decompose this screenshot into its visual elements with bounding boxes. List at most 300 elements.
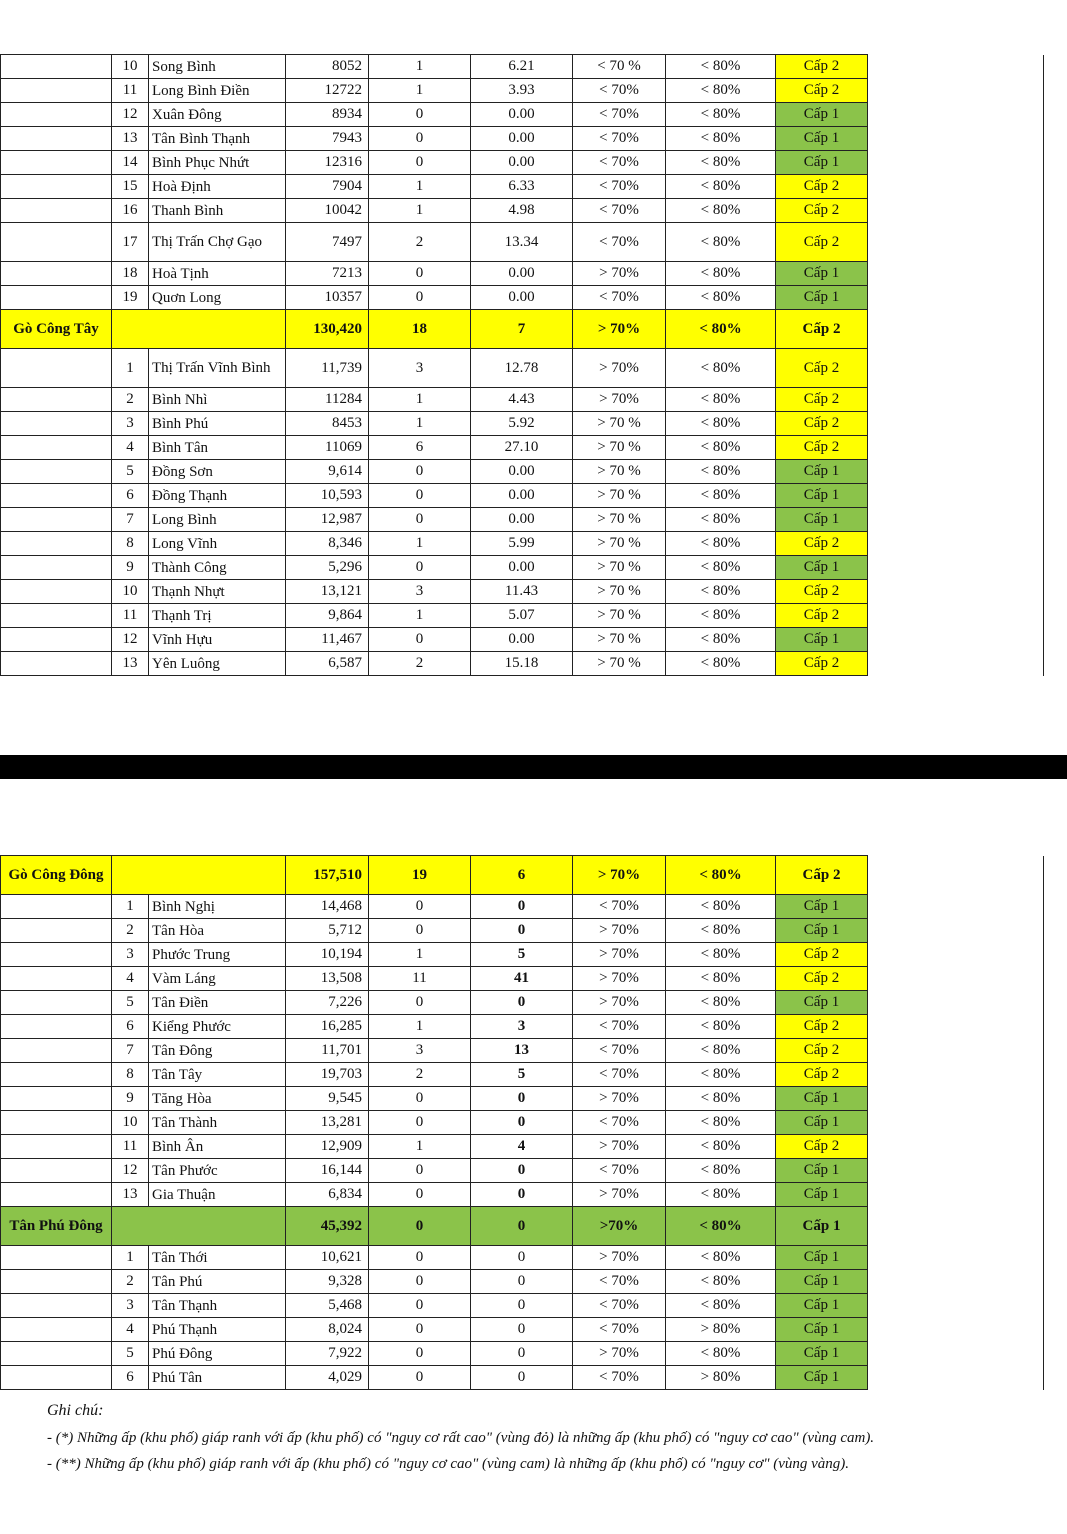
- vaccination-criteria-2: < 80%: [666, 943, 776, 967]
- case-count: 0: [369, 1246, 471, 1270]
- risk-table-part-2: [0, 855, 1044, 1390]
- vaccination-criteria-2: < 80%: [666, 127, 776, 151]
- case-rate: 13: [471, 1039, 573, 1063]
- risk-level-badge: Cấp 2: [776, 1015, 868, 1039]
- district-cell: [1, 1246, 112, 1270]
- risk-level-badge: Cấp 1: [776, 508, 868, 532]
- vaccination-criteria-2: < 80%: [666, 1294, 776, 1318]
- population: 11,739: [286, 349, 369, 388]
- district-cell: [1, 652, 112, 676]
- district-cell: [1, 151, 112, 175]
- hamlet-name: Đồng Sơn: [149, 460, 286, 484]
- trailing-cell: [868, 991, 1044, 1015]
- case-rate: 0: [471, 1270, 573, 1294]
- trailing-cell: [868, 1015, 1044, 1039]
- vaccination-criteria-1: > 70%: [573, 1135, 666, 1159]
- case-count: 1: [369, 532, 471, 556]
- case-count: 1: [369, 199, 471, 223]
- risk-level-badge: Cấp 2: [776, 1063, 868, 1087]
- trailing-cell: [868, 895, 1044, 919]
- vaccination-criteria-1: < 70%: [573, 79, 666, 103]
- table-row: [1, 1246, 1044, 1270]
- table-row: [1, 286, 1044, 310]
- risk-level-badge: Cấp 1: [776, 556, 868, 580]
- row-number: 2: [112, 388, 149, 412]
- vaccination-criteria-2: < 80%: [666, 1342, 776, 1366]
- population: 11,701: [286, 1039, 369, 1063]
- trailing-cell: [868, 580, 1044, 604]
- vaccination-criteria-1: < 70%: [573, 286, 666, 310]
- vaccination-criteria-1: > 70%: [573, 991, 666, 1015]
- population: 7213: [286, 262, 369, 286]
- row-number: 6: [112, 1366, 149, 1390]
- trailing-cell: [868, 1063, 1044, 1087]
- risk-level-badge: Cấp 1: [776, 460, 868, 484]
- trailing-cell: [868, 1207, 1044, 1246]
- row-number: 11: [112, 1135, 149, 1159]
- vaccination-criteria-1: > 70%: [573, 349, 666, 388]
- row-number: 13: [112, 652, 149, 676]
- vaccination-criteria-1: < 70%: [573, 1111, 666, 1135]
- case-count: 0: [369, 127, 471, 151]
- population: 12316: [286, 151, 369, 175]
- trailing-cell: [868, 388, 1044, 412]
- row-number: 15: [112, 175, 149, 199]
- population: 5,468: [286, 1294, 369, 1318]
- case-count: 1: [369, 388, 471, 412]
- trailing-cell: [868, 508, 1044, 532]
- district-criteria-2: < 80%: [666, 1207, 776, 1246]
- risk-table-part-1: [0, 54, 1044, 676]
- district-cell: [1, 484, 112, 508]
- case-count: 2: [369, 652, 471, 676]
- row-number: 5: [112, 1342, 149, 1366]
- page-separator: [0, 755, 1067, 779]
- case-rate: 5.99: [471, 532, 573, 556]
- vaccination-criteria-1: > 70%: [573, 943, 666, 967]
- district-summary-row: [1, 310, 1044, 349]
- risk-level-badge: Cấp 1: [776, 286, 868, 310]
- district-cell: [1, 55, 112, 79]
- risk-level-badge: Cấp 2: [776, 223, 868, 262]
- vaccination-criteria-2: < 80%: [666, 151, 776, 175]
- risk-level-badge: Cấp 1: [776, 127, 868, 151]
- row-number: 14: [112, 151, 149, 175]
- district-cell: [1, 1159, 112, 1183]
- district-cell: [1, 1183, 112, 1207]
- hamlet-name: Long Bình: [149, 508, 286, 532]
- trailing-cell: [868, 199, 1044, 223]
- population: 7943: [286, 127, 369, 151]
- risk-level-badge: Cấp 2: [776, 199, 868, 223]
- hamlet-name: Tân Thành: [149, 1111, 286, 1135]
- district-risk-level: Cấp 2: [776, 856, 868, 895]
- table-row: [1, 967, 1044, 991]
- district-summary-row: [1, 1207, 1044, 1246]
- district-cell: [1, 895, 112, 919]
- hamlet-name: Bình Phục Nhứt: [149, 151, 286, 175]
- hamlet-name: Quơn Long: [149, 286, 286, 310]
- case-count: 0: [369, 1159, 471, 1183]
- case-rate: 0.00: [471, 103, 573, 127]
- hamlet-name: Yên Luông: [149, 652, 286, 676]
- table-row: [1, 652, 1044, 676]
- table-row: [1, 895, 1044, 919]
- population: 4,029: [286, 1366, 369, 1390]
- case-rate: 0: [471, 1087, 573, 1111]
- trailing-cell: [868, 556, 1044, 580]
- row-number: 8: [112, 1063, 149, 1087]
- case-rate: 15.18: [471, 652, 573, 676]
- case-rate: 5.92: [471, 412, 573, 436]
- case-rate: 4.98: [471, 199, 573, 223]
- vaccination-criteria-2: < 80%: [666, 55, 776, 79]
- risk-level-badge: Cấp 1: [776, 628, 868, 652]
- trailing-cell: [868, 1087, 1044, 1111]
- table-row: [1, 628, 1044, 652]
- case-rate: 0: [471, 1159, 573, 1183]
- district-case-count: 19: [369, 856, 471, 895]
- vaccination-criteria-2: > 80%: [666, 1318, 776, 1342]
- vaccination-criteria-1: < 70%: [573, 1294, 666, 1318]
- population: 6,587: [286, 652, 369, 676]
- vaccination-criteria-2: < 80%: [666, 349, 776, 388]
- hamlet-name: Bình Phú: [149, 412, 286, 436]
- table-row: [1, 103, 1044, 127]
- hamlet-name: Tân Bình Thạnh: [149, 127, 286, 151]
- case-count: 0: [369, 628, 471, 652]
- case-count: 1: [369, 1135, 471, 1159]
- risk-level-badge: Cấp 1: [776, 919, 868, 943]
- district-name: Gò Công Đông: [1, 856, 112, 895]
- district-case-rate: 6: [471, 856, 573, 895]
- case-rate: 5: [471, 1063, 573, 1087]
- vaccination-criteria-2: < 80%: [666, 1039, 776, 1063]
- trailing-cell: [868, 1183, 1044, 1207]
- population: 13,281: [286, 1111, 369, 1135]
- hamlet-name: Tân Phước: [149, 1159, 286, 1183]
- risk-level-badge: Cấp 1: [776, 1159, 868, 1183]
- vaccination-criteria-1: > 70 %: [573, 556, 666, 580]
- case-count: 0: [369, 1087, 471, 1111]
- table-row: [1, 991, 1044, 1015]
- vaccination-criteria-1: < 70%: [573, 1318, 666, 1342]
- trailing-cell: [868, 1246, 1044, 1270]
- vaccination-criteria-1: < 70%: [573, 151, 666, 175]
- table-row: [1, 556, 1044, 580]
- table-row: [1, 1366, 1044, 1390]
- risk-level-badge: Cấp 1: [776, 262, 868, 286]
- hamlet-name: Tân Phú: [149, 1270, 286, 1294]
- hamlet-name: Phú Thạnh: [149, 1318, 286, 1342]
- table-row: [1, 175, 1044, 199]
- district-case-rate: 7: [471, 310, 573, 349]
- table-row: [1, 151, 1044, 175]
- row-number: 13: [112, 127, 149, 151]
- vaccination-criteria-2: < 80%: [666, 436, 776, 460]
- hamlet-name: Tân Điền: [149, 991, 286, 1015]
- case-rate: 0: [471, 1318, 573, 1342]
- district-blank: [112, 310, 286, 349]
- population: 12,987: [286, 508, 369, 532]
- vaccination-criteria-1: > 70 %: [573, 484, 666, 508]
- case-rate: 0: [471, 1294, 573, 1318]
- risk-level-badge: Cấp 2: [776, 175, 868, 199]
- vaccination-criteria-2: < 80%: [666, 652, 776, 676]
- hamlet-name: Thanh Bình: [149, 199, 286, 223]
- population: 13,121: [286, 580, 369, 604]
- district-risk-level: Cấp 2: [776, 310, 868, 349]
- vaccination-criteria-2: < 80%: [666, 895, 776, 919]
- case-count: 0: [369, 151, 471, 175]
- district-cell: [1, 508, 112, 532]
- district-criteria-2: < 80%: [666, 310, 776, 349]
- trailing-cell: [868, 103, 1044, 127]
- hamlet-name: Thành Công: [149, 556, 286, 580]
- table-row: [1, 1087, 1044, 1111]
- district-cell: [1, 1135, 112, 1159]
- hamlet-name: Phước Trung: [149, 943, 286, 967]
- vaccination-criteria-2: < 80%: [666, 262, 776, 286]
- population: 10042: [286, 199, 369, 223]
- risk-level-badge: Cấp 1: [776, 895, 868, 919]
- case-rate: 0.00: [471, 127, 573, 151]
- case-rate: 0: [471, 1342, 573, 1366]
- row-number: 5: [112, 991, 149, 1015]
- trailing-cell: [868, 604, 1044, 628]
- hamlet-name: Vĩnh Hựu: [149, 628, 286, 652]
- risk-level-badge: Cấp 1: [776, 991, 868, 1015]
- vaccination-criteria-2: < 80%: [666, 286, 776, 310]
- risk-level-badge: Cấp 2: [776, 388, 868, 412]
- population: 9,545: [286, 1087, 369, 1111]
- vaccination-criteria-2: < 80%: [666, 1015, 776, 1039]
- table-row: [1, 508, 1044, 532]
- trailing-cell: [868, 151, 1044, 175]
- case-rate: 0: [471, 895, 573, 919]
- district-cell: [1, 943, 112, 967]
- vaccination-criteria-2: < 80%: [666, 1111, 776, 1135]
- population: 13,508: [286, 967, 369, 991]
- vaccination-criteria-1: > 70%: [573, 388, 666, 412]
- table-row: [1, 1063, 1044, 1087]
- risk-level-badge: Cấp 2: [776, 436, 868, 460]
- table-row: [1, 1294, 1044, 1318]
- row-number: 6: [112, 484, 149, 508]
- row-number: 8: [112, 532, 149, 556]
- case-count: 2: [369, 1063, 471, 1087]
- row-number: 11: [112, 79, 149, 103]
- case-count: 0: [369, 1318, 471, 1342]
- vaccination-criteria-1: > 70%: [573, 1342, 666, 1366]
- risk-level-badge: Cấp 2: [776, 532, 868, 556]
- case-count: 1: [369, 79, 471, 103]
- case-count: 6: [369, 436, 471, 460]
- district-cell: [1, 1111, 112, 1135]
- district-cell: [1, 1039, 112, 1063]
- row-number: 2: [112, 1270, 149, 1294]
- case-count: 1: [369, 55, 471, 79]
- vaccination-criteria-2: < 80%: [666, 484, 776, 508]
- district-blank: [112, 856, 286, 895]
- case-rate: 0: [471, 991, 573, 1015]
- district-population: 130,420: [286, 310, 369, 349]
- population: 8,024: [286, 1318, 369, 1342]
- district-name: Tân Phú Đông: [1, 1207, 112, 1246]
- case-rate: 0.00: [471, 262, 573, 286]
- district-cell: [1, 1087, 112, 1111]
- population: 7,922: [286, 1342, 369, 1366]
- case-rate: 4: [471, 1135, 573, 1159]
- row-number: 9: [112, 556, 149, 580]
- district-cell: [1, 556, 112, 580]
- district-cell: [1, 1015, 112, 1039]
- row-number: 1: [112, 1246, 149, 1270]
- hamlet-name: Vàm Láng: [149, 967, 286, 991]
- hamlet-name: Tăng Hòa: [149, 1087, 286, 1111]
- risk-level-badge: Cấp 2: [776, 604, 868, 628]
- district-cell: [1, 1063, 112, 1087]
- row-number: 3: [112, 412, 149, 436]
- case-count: 1: [369, 1015, 471, 1039]
- vaccination-criteria-1: < 70%: [573, 127, 666, 151]
- vaccination-criteria-2: > 80%: [666, 1366, 776, 1390]
- hamlet-name: Tân Tây: [149, 1063, 286, 1087]
- trailing-cell: [868, 55, 1044, 79]
- population: 5,296: [286, 556, 369, 580]
- risk-level-badge: Cấp 1: [776, 103, 868, 127]
- table-row: [1, 412, 1044, 436]
- table-row: [1, 55, 1044, 79]
- row-number: 10: [112, 55, 149, 79]
- case-count: 0: [369, 1111, 471, 1135]
- district-blank: [112, 1207, 286, 1246]
- district-cell: [1, 1294, 112, 1318]
- trailing-cell: [868, 1135, 1044, 1159]
- hamlet-name: Thị Trấn Chợ Gạo: [149, 223, 286, 262]
- population: 16,285: [286, 1015, 369, 1039]
- hamlet-name: Bình Nghị: [149, 895, 286, 919]
- trailing-cell: [868, 919, 1044, 943]
- table-row: [1, 1342, 1044, 1366]
- hamlet-name: Tân Thạnh: [149, 1294, 286, 1318]
- case-rate: 0.00: [471, 484, 573, 508]
- note-line-1: - (*) Những ấp (khu phố) giáp ranh với ấp (khu phố) có "nguy cơ rất cao" (vùng đỏ) là những ấp (khu phố) có "nguy cơ cao" (vùng cam).: [47, 1430, 875, 1446]
- risk-level-badge: Cấp 2: [776, 943, 868, 967]
- vaccination-criteria-1: > 70 %: [573, 532, 666, 556]
- population: 5,712: [286, 919, 369, 943]
- case-rate: 0.00: [471, 151, 573, 175]
- row-number: 1: [112, 895, 149, 919]
- case-count: 0: [369, 484, 471, 508]
- district-criteria-1: > 70%: [573, 856, 666, 895]
- row-number: 1: [112, 349, 149, 388]
- table-row: [1, 388, 1044, 412]
- trailing-cell: [868, 262, 1044, 286]
- table-row: [1, 1318, 1044, 1342]
- case-rate: 3: [471, 1015, 573, 1039]
- vaccination-criteria-1: < 70%: [573, 895, 666, 919]
- hamlet-name: Bình Tân: [149, 436, 286, 460]
- trailing-cell: [868, 436, 1044, 460]
- case-count: 0: [369, 508, 471, 532]
- risk-level-badge: Cấp 2: [776, 412, 868, 436]
- vaccination-criteria-1: > 70 %: [573, 508, 666, 532]
- case-rate: 0: [471, 1111, 573, 1135]
- district-cell: [1, 1318, 112, 1342]
- table-row: [1, 604, 1044, 628]
- vaccination-criteria-1: > 70 %: [573, 412, 666, 436]
- district-criteria-1: > 70%: [573, 310, 666, 349]
- hamlet-name: Phú Tân: [149, 1366, 286, 1390]
- vaccination-criteria-2: < 80%: [666, 1087, 776, 1111]
- case-count: 0: [369, 895, 471, 919]
- case-count: 0: [369, 1366, 471, 1390]
- population: 10,194: [286, 943, 369, 967]
- vaccination-criteria-1: > 70 %: [573, 652, 666, 676]
- trailing-cell: [868, 1159, 1044, 1183]
- risk-level-badge: Cấp 1: [776, 151, 868, 175]
- trailing-cell: [868, 175, 1044, 199]
- trailing-cell: [868, 79, 1044, 103]
- population: 7904: [286, 175, 369, 199]
- table-row: [1, 1183, 1044, 1207]
- district-cell: [1, 604, 112, 628]
- case-count: 1: [369, 604, 471, 628]
- case-count: 0: [369, 460, 471, 484]
- row-number: 17: [112, 223, 149, 262]
- district-cell: [1, 127, 112, 151]
- table-row: [1, 1159, 1044, 1183]
- district-cell: [1, 919, 112, 943]
- trailing-cell: [868, 1342, 1044, 1366]
- population: 11069: [286, 436, 369, 460]
- district-cell: [1, 199, 112, 223]
- vaccination-criteria-2: < 80%: [666, 991, 776, 1015]
- risk-level-badge: Cấp 1: [776, 1270, 868, 1294]
- district-risk-level: Cấp 1: [776, 1207, 868, 1246]
- risk-level-badge: Cấp 1: [776, 1111, 868, 1135]
- population: 14,468: [286, 895, 369, 919]
- case-count: 1: [369, 412, 471, 436]
- district-population: 157,510: [286, 856, 369, 895]
- risk-level-badge: Cấp 2: [776, 349, 868, 388]
- row-number: 4: [112, 967, 149, 991]
- trailing-cell: [868, 223, 1044, 262]
- table-row: [1, 943, 1044, 967]
- vaccination-criteria-2: < 80%: [666, 460, 776, 484]
- notes-section: [47, 1402, 874, 1482]
- district-cell: [1, 436, 112, 460]
- case-count: 0: [369, 556, 471, 580]
- case-rate: 0.00: [471, 508, 573, 532]
- vaccination-criteria-1: > 70 %: [573, 460, 666, 484]
- population: 8052: [286, 55, 369, 79]
- trailing-cell: [868, 532, 1044, 556]
- hamlet-name: Phú Đông: [149, 1342, 286, 1366]
- vaccination-criteria-1: > 70 %: [573, 436, 666, 460]
- vaccination-criteria-2: < 80%: [666, 1246, 776, 1270]
- hamlet-name: Thị Trấn Vĩnh Bình: [149, 349, 286, 388]
- vaccination-criteria-1: < 70%: [573, 1063, 666, 1087]
- table-row: [1, 1135, 1044, 1159]
- hamlet-name: Thạnh Trị: [149, 604, 286, 628]
- case-rate: 0: [471, 1366, 573, 1390]
- vaccination-criteria-2: < 80%: [666, 1063, 776, 1087]
- hamlet-name: Kiểng Phước: [149, 1015, 286, 1039]
- case-count: 0: [369, 991, 471, 1015]
- district-cell: [1, 223, 112, 262]
